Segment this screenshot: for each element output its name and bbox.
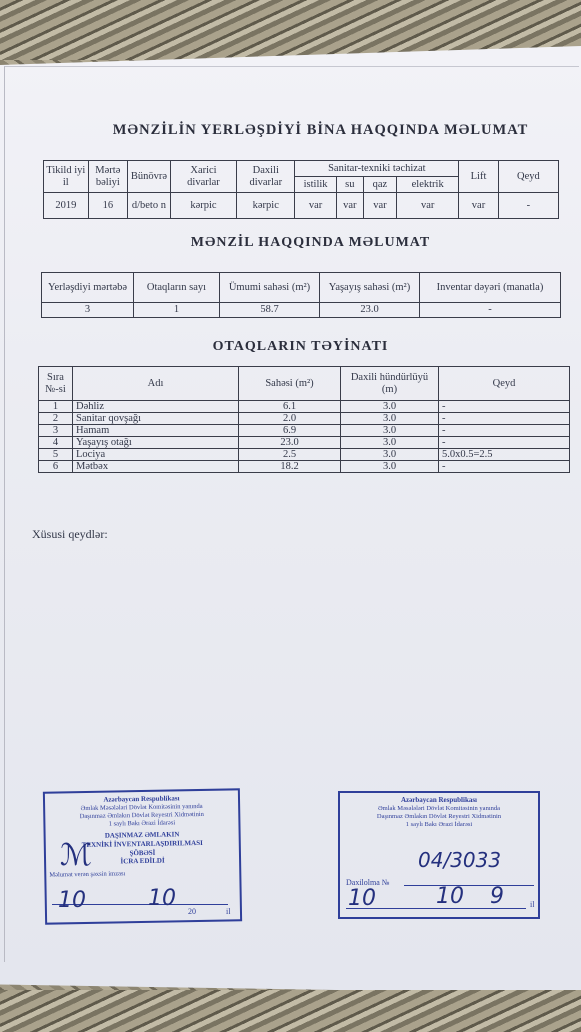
- cell-note: -: [439, 413, 570, 425]
- cell-daxili: kərpic: [237, 193, 295, 219]
- cell-name: Yaşayış otağı: [73, 437, 239, 449]
- cell-no: 5: [39, 449, 73, 461]
- table-row: [39, 449, 570, 461]
- stamp-line: 1 saylı Bakı Ərazi İdarəsi: [108, 819, 176, 828]
- registration-number-line: [404, 885, 534, 886]
- cell-height: 3.0: [341, 461, 439, 473]
- cell-area: 18.2: [239, 461, 341, 473]
- cell-no: 4: [39, 437, 73, 449]
- cell-area: 23.0: [239, 437, 341, 449]
- col-istilik: istilik: [295, 177, 337, 193]
- cell-area: 6.1: [239, 401, 341, 413]
- stamp-line: Daşınmaz Əmlakın Dövlət Reyestri Xidmətinin: [79, 810, 204, 820]
- table-row: [39, 401, 570, 413]
- cell-height: 3.0: [341, 437, 439, 449]
- cell-name: Dəhliz: [73, 401, 239, 413]
- col-inventory: Inventar dəyəri (manatla): [420, 273, 561, 303]
- cell-no: 3: [39, 425, 73, 437]
- cell-inventory: -: [420, 303, 561, 318]
- cell-su: var: [336, 193, 363, 219]
- handwritten-month-left: 10: [148, 886, 176, 911]
- cell-height: 3.0: [341, 425, 439, 437]
- cell-mertebeliyi: 16: [88, 193, 127, 219]
- handwritten-day-right: 10: [348, 886, 376, 911]
- col-tikild: Tikild iyi il: [44, 161, 89, 193]
- handwritten-year-right: 9: [490, 884, 504, 909]
- col-mertebeliyi: Mərtə bəliyi: [88, 161, 127, 193]
- table-row: [39, 461, 570, 473]
- registration-number-label: Daxilolma №: [346, 878, 390, 887]
- stamp-line: Əmlak Məsələləri Dövlət Komitəsinin yanında: [80, 802, 203, 812]
- col-area: Sahəsi (m²): [239, 367, 341, 401]
- col-note: Qeyd: [439, 367, 570, 401]
- stamp-line: ŞÖBƏSİ: [129, 848, 156, 857]
- cell-total-area: 58.7: [220, 303, 320, 318]
- cell-height: 3.0: [341, 449, 439, 461]
- cell-floor: 3: [42, 303, 134, 318]
- table-row: [39, 413, 570, 425]
- cell-note: -: [439, 425, 570, 437]
- cell-lift: var: [459, 193, 498, 219]
- col-bunovre: Bünövrə: [128, 161, 171, 193]
- cell-height: 3.0: [341, 401, 439, 413]
- col-total-area: Ümumi sahəsi (m²): [220, 273, 320, 303]
- special-notes-label: Xüsusi qeydlər:: [32, 527, 108, 541]
- col-qaz: qaz: [363, 177, 396, 193]
- cell-no: 6: [39, 461, 73, 473]
- stamp-line: TEXNİKİ İNVENTARLAŞDIRILMASI: [81, 838, 203, 849]
- cell-qaz: var: [363, 193, 396, 219]
- col-qeyd: Qeyd: [498, 161, 558, 193]
- table-row: [39, 425, 570, 437]
- building-table: [43, 160, 559, 219]
- cell-area: 2.5: [239, 449, 341, 461]
- cell-living-area: 23.0: [320, 303, 420, 318]
- apartment-info-title: MƏNZİL HAQQINDA MƏLUMAT: [190, 235, 431, 250]
- handwritten-day-left: 10: [58, 888, 86, 913]
- building-info-title: MƏNZİLİN YERLƏŞDİYİ BİNA HAQQINDA MƏLUMAT: [112, 122, 529, 138]
- handwritten-registration-number: 04/3033: [418, 848, 502, 872]
- cell-name: Mətbəx: [73, 461, 239, 473]
- rooms-table: [38, 366, 570, 473]
- stamp-line: İCRA EDİLDİ: [120, 856, 165, 866]
- handwritten-month-right: 10: [436, 884, 464, 909]
- cell-name: Sanitar qovşağı: [73, 413, 239, 425]
- cell-istilik: var: [295, 193, 337, 219]
- col-elektrik: elektrik: [397, 177, 459, 193]
- cell-note: 5.0x0.5=2.5: [439, 449, 570, 461]
- cell-bunovre: d/beto n: [128, 193, 171, 219]
- cell-height: 3.0: [341, 413, 439, 425]
- year-suffix: il: [530, 900, 535, 909]
- cell-note: -: [439, 437, 570, 449]
- cell-name: Lociya: [73, 449, 239, 461]
- signature-left: ℳ: [60, 838, 93, 873]
- col-living-area: Yaşayış sahəsi (m²): [320, 273, 420, 303]
- year-prefix: 20: [188, 907, 196, 916]
- cell-rooms: 1: [134, 303, 220, 318]
- rooms-title: OTAQLARIN TƏYİNATI: [212, 339, 389, 354]
- cell-area: 2.0: [239, 413, 341, 425]
- cell-xarici: kərpic: [170, 193, 236, 219]
- col-daxili: Daxili divarlar: [237, 161, 295, 193]
- stamp-line: 1 saylı Bakı Ərazi İdarəsi: [405, 821, 473, 828]
- col-xarici: Xarici divarlar: [170, 161, 236, 193]
- cell-note: -: [439, 401, 570, 413]
- stamp-line: Azərbaycan Respublikası: [103, 794, 180, 804]
- cell-tikild: 2019: [44, 193, 89, 219]
- stamp-line: Daşınmaz Əmlakın Dövlət Reyestri Xidmətinin: [376, 812, 502, 820]
- col-name: Adı: [73, 367, 239, 401]
- cell-name: Hamam: [73, 425, 239, 437]
- cell-no: 2: [39, 413, 73, 425]
- stamp-line: Məlumat verən şəxsin imzası: [49, 870, 126, 879]
- col-sanitar: Sanitar-texniki təchizat: [295, 161, 459, 177]
- cell-elektrik: var: [397, 193, 459, 219]
- cell-no: 1: [39, 401, 73, 413]
- col-floor: Yerləşdiyi mərtəbə: [42, 273, 134, 303]
- col-no: Sıra №-si: [39, 367, 73, 401]
- cell-note: -: [439, 461, 570, 473]
- cell-qeyd: -: [498, 193, 558, 219]
- col-rooms: Otaqların sayı: [134, 273, 220, 303]
- apartment-table: [41, 272, 561, 318]
- stamp-line: DAŞINMAZ ƏMLAKIN: [104, 830, 180, 840]
- year-suffix: il: [226, 907, 231, 916]
- stamp-line: Azərbaycan Respublikası: [400, 796, 478, 804]
- stamp-line: Əmlak Məsələləri Dövlət Komitəsinin yanında: [377, 804, 501, 812]
- col-su: su: [336, 177, 363, 193]
- cell-area: 6.9: [239, 425, 341, 437]
- background-fabric-bottom: [0, 990, 581, 1032]
- table-row: [39, 437, 570, 449]
- col-lift: Lift: [459, 161, 498, 193]
- col-height: Daxili hündürlüyü (m): [341, 367, 439, 401]
